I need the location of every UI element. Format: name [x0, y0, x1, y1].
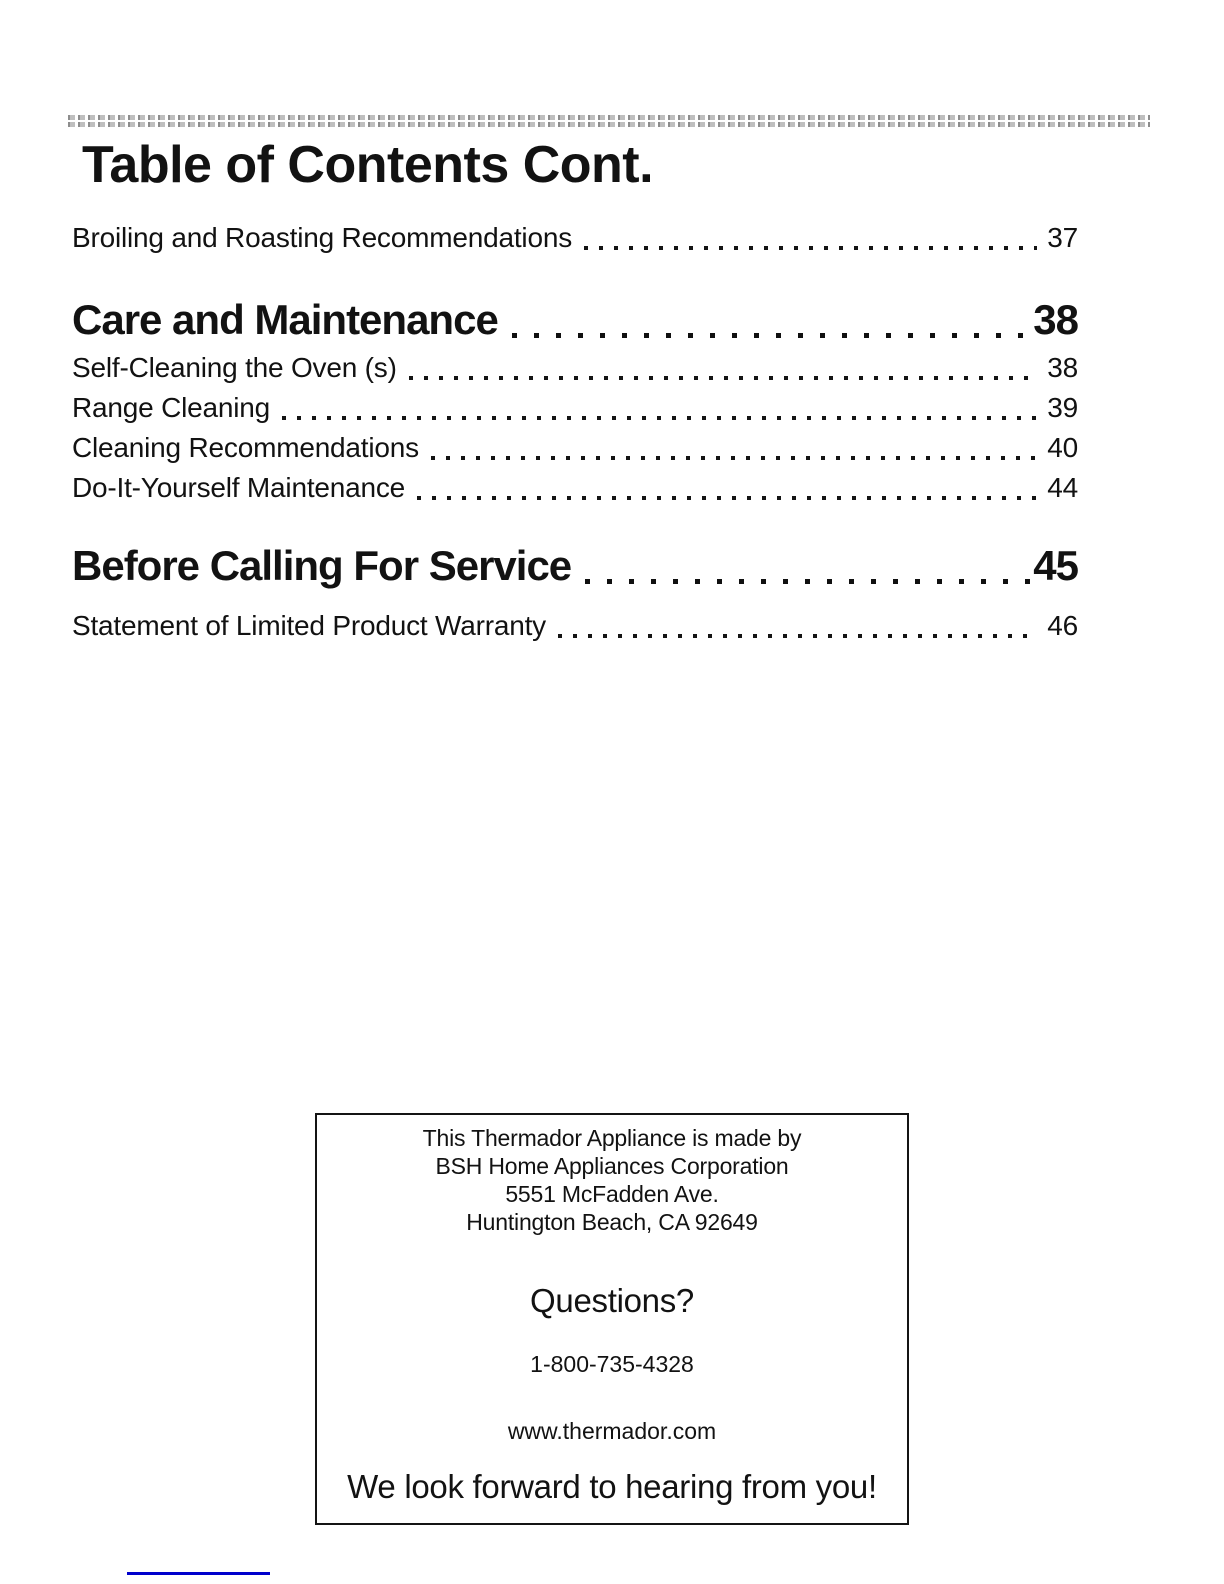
dot-leader: [431, 428, 1037, 468]
dot-leader: [512, 292, 1031, 348]
toc-entry-label: Do-It-Yourself Maintenance: [72, 472, 406, 503]
toc-entry-page-number: 44: [1047, 472, 1078, 503]
page-title: Table of Contents Cont.: [82, 136, 654, 194]
address-line: This Thermador Appliance is made by: [422, 1125, 802, 1151]
toc-entry-label: Self-Cleaning the Oven (s): [72, 352, 397, 383]
toc-entry-label: Broiling and Roasting Recommendations: [72, 222, 572, 253]
dot-leader: [417, 468, 1037, 508]
address-line: Huntington Beach, CA 92649: [466, 1209, 758, 1235]
dot-leader: [409, 348, 1038, 388]
address-line: 5551 McFadden Ave.: [505, 1181, 719, 1207]
toc-entry-page-number: 39: [1047, 392, 1078, 423]
toc-entry: [72, 606, 1078, 646]
support-phone-number: 1-800-735-4328: [530, 1351, 694, 1377]
table-of-contents: [72, 218, 1078, 646]
dot-leader: [585, 538, 1031, 594]
closing-message: We look forward to hearing from you!: [347, 1468, 877, 1505]
toc-entry: [72, 468, 1078, 508]
toc-entry-page-number: 46: [1047, 610, 1078, 641]
toc-section-heading: [72, 292, 1078, 348]
decorative-top-rule: [68, 115, 1150, 127]
footer-blue-underline: [127, 1572, 270, 1575]
toc-entry: [72, 218, 1078, 258]
address-line: BSH Home Appliances Corporation: [435, 1153, 789, 1179]
toc-entry: [72, 348, 1078, 388]
toc-entry: [72, 388, 1078, 428]
website-url: www.thermador.com: [507, 1418, 717, 1444]
toc-entry-page-number: 40: [1047, 432, 1078, 463]
questions-heading: Questions?: [530, 1282, 694, 1319]
dot-leader: [282, 388, 1037, 428]
dot-leader: [558, 606, 1037, 646]
toc-section-page-number: 38: [1033, 296, 1078, 343]
toc-entry-label: Cleaning Recommendations: [72, 432, 419, 463]
toc-entry: [72, 428, 1078, 468]
manufacturer-info-box: [315, 1113, 909, 1525]
toc-entry-label: Range Cleaning: [72, 392, 271, 423]
dot-leader: [584, 218, 1037, 258]
manufacturer-address: [317, 1124, 907, 1236]
toc-section-label: Care and Maintenance: [72, 296, 498, 343]
toc-entry-page-number: 38: [1047, 352, 1078, 383]
toc-section-heading: [72, 538, 1078, 594]
toc-section-page-number: 45: [1033, 542, 1078, 589]
toc-entry-label: Statement of Limited Product Warranty: [72, 610, 546, 641]
toc-section-label: Before Calling For Service: [72, 542, 572, 589]
toc-entry-page-number: 37: [1047, 222, 1078, 253]
